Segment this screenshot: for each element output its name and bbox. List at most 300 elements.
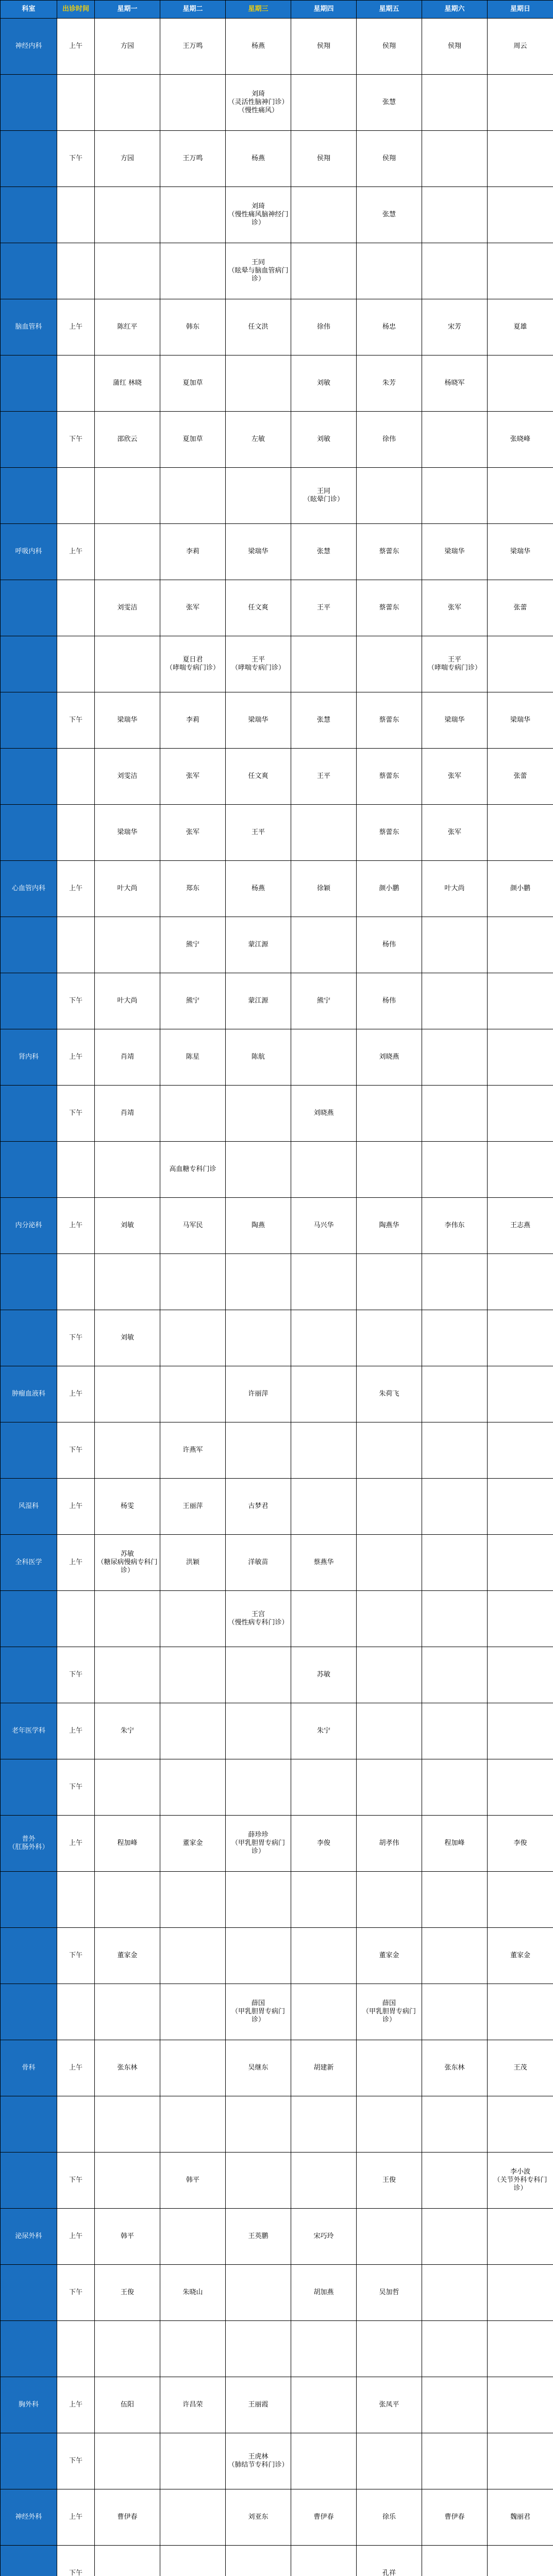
doctor-cell: 苏敏 （糖尿病慢病专科门诊） [95,1535,160,1591]
doctor-cell [422,973,488,1029]
schedule-body [1,19,553,2576]
schedule-row [1,2321,553,2377]
doctor-cell: 董家金 [357,1928,422,1984]
doctor-cell: 侯翔 [291,19,357,75]
doctor-cell: 陶燕 [226,1198,291,1254]
doctor-cell: 王英鹏 [226,2209,291,2265]
dept-cell: 风湿科 [1,1479,57,1535]
doctor-cell: 蔡蕾东 [357,749,422,805]
doctor-cell [357,243,422,299]
doctor-cell: 朱荷飞 [357,1366,422,1422]
doctor-cell [226,1759,291,1816]
doctor-cell [291,805,357,861]
period-cell: 下午 [57,973,95,1029]
doctor-cell [95,1759,160,1816]
header-day: 星期日 [488,1,553,19]
doctor-cell [226,2096,291,2153]
doctor-cell [160,1647,226,1703]
doctor-cell [160,1872,226,1928]
period-cell [57,75,95,131]
doctor-cell: 马军民 [160,1198,226,1254]
doctor-cell [160,2096,226,2153]
doctor-cell: 许燕军 [160,1422,226,1479]
schedule-row [1,1310,553,1366]
doctor-cell [291,2321,357,2377]
schedule-row [1,2096,553,2153]
period-cell [57,580,95,636]
doctor-cell: 侯翔 [357,131,422,187]
doctor-cell: 韩平 [160,2153,226,2209]
doctor-cell: 吴加哲 [357,2265,422,2321]
period-cell [57,1984,95,2040]
doctor-cell: 宋芳 [422,299,488,355]
period-cell [57,636,95,692]
doctor-cell [422,1759,488,1816]
doctor-cell: 魏丽君 [488,2489,553,2546]
doctor-cell: 熊宁 [160,917,226,973]
doctor-cell [422,1591,488,1647]
doctor-cell [291,1366,357,1422]
doctor-cell [488,2096,553,2153]
doctor-cell: 王平 [291,749,357,805]
doctor-cell: 蒙江源 [226,917,291,973]
doctor-cell [226,1872,291,1928]
dept-cell [1,75,57,131]
doctor-cell: 梁瑞华 [95,805,160,861]
doctor-cell: 董家金 [488,1928,553,1984]
dept-cell: 神经内科 [1,19,57,75]
doctor-cell [95,75,160,131]
doctor-cell [357,1591,422,1647]
period-cell [57,1872,95,1928]
schedule-row [1,1086,553,1142]
doctor-cell: 方园 [95,19,160,75]
schedule-row [1,2546,553,2576]
period-cell: 下午 [57,2546,95,2576]
doctor-cell [160,1591,226,1647]
doctor-cell: 梁瑞华 [95,692,160,749]
dept-cell: 脑血管科 [1,299,57,355]
doctor-cell [95,2546,160,2576]
schedule-row [1,2040,553,2096]
doctor-cell [160,2040,226,2096]
doctor-cell: 侯翔 [291,131,357,187]
schedule-row [1,1479,553,1535]
period-cell: 上午 [57,861,95,917]
doctor-cell: 王茂 [488,2040,553,2096]
doctor-cell [422,1310,488,1366]
schedule-row [1,1142,553,1198]
doctor-cell: 李莉 [160,524,226,580]
doctor-cell [422,2153,488,2209]
header-day: 星期二 [160,1,226,19]
doctor-cell [95,1872,160,1928]
dept-cell [1,1591,57,1647]
doctor-cell: 梁瑞华 [488,524,553,580]
dept-cell: 胸外科 [1,2377,57,2433]
doctor-cell [488,1479,553,1535]
header-day: 星期三 [226,1,291,19]
doctor-cell: 刘敏 [95,1198,160,1254]
schedule-row [1,2489,553,2546]
doctor-cell: 程加峰 [95,1816,160,1872]
doctor-cell [357,2321,422,2377]
period-cell: 下午 [57,2153,95,2209]
doctor-cell [357,1254,422,1310]
period-cell [57,2096,95,2153]
doctor-cell [357,1535,422,1591]
doctor-cell [357,1422,422,1479]
doctor-cell: 邵欣云 [95,412,160,468]
schedule-row [1,692,553,749]
doctor-cell [95,187,160,243]
doctor-cell [422,75,488,131]
dept-cell [1,1872,57,1928]
header-row [1,1,553,19]
schedule-row [1,973,553,1029]
doctor-cell: 蒲红 林晓 [95,355,160,412]
period-cell [57,749,95,805]
doctor-cell: 徐乐 [357,2489,422,2546]
doctor-cell [488,2265,553,2321]
doctor-cell [422,1086,488,1142]
period-cell: 上午 [57,2209,95,2265]
schedule-row [1,1366,553,1422]
doctor-cell: 梁瑞华 [422,692,488,749]
period-cell [57,917,95,973]
doctor-cell [422,1254,488,1310]
doctor-cell: 侯翔 [422,19,488,75]
doctor-cell [488,2433,553,2489]
doctor-cell [291,1142,357,1198]
schedule-row [1,1254,553,1310]
doctor-cell [160,1086,226,1142]
schedule-row [1,1198,553,1254]
doctor-cell: 刘晓燕 [291,1086,357,1142]
dept-cell [1,2433,57,2489]
doctor-cell: 徐伟 [357,412,422,468]
doctor-cell: 刘亚东 [226,2489,291,2546]
doctor-cell [95,917,160,973]
doctor-cell: 张军 [160,580,226,636]
doctor-cell [488,636,553,692]
doctor-cell: 韩东 [160,299,226,355]
doctor-cell [422,1984,488,2040]
schedule-row [1,917,553,973]
doctor-cell: 刘敏 [95,1310,160,1366]
doctor-cell: 刘晓燕 [357,1029,422,1086]
dept-cell: 老年医学科 [1,1703,57,1759]
dept-cell [1,2265,57,2321]
dept-cell [1,187,57,243]
doctor-cell: 张军 [422,580,488,636]
doctor-cell [488,1535,553,1591]
doctor-cell [95,1984,160,2040]
dept-cell [1,749,57,805]
doctor-cell [160,243,226,299]
period-cell [57,1254,95,1310]
doctor-cell: 刘琦 （慢性痛风脑神经门诊） [226,187,291,243]
doctor-cell [291,243,357,299]
doctor-cell: 杨忠 [357,299,422,355]
doctor-cell [160,1984,226,2040]
doctor-cell [422,243,488,299]
doctor-cell: 许丽萍 [226,1366,291,1422]
schedule-row [1,1647,553,1703]
doctor-cell: 张蕾 [488,749,553,805]
doctor-cell [488,1591,553,1647]
doctor-cell [160,2209,226,2265]
schedule-row [1,1591,553,1647]
doctor-cell: 张东林 [422,2040,488,2096]
doctor-cell [422,1647,488,1703]
period-cell [57,187,95,243]
doctor-cell: 蔡燕华 [291,1535,357,1591]
doctor-cell [226,1310,291,1366]
doctor-cell [95,2433,160,2489]
doctor-cell [160,1928,226,1984]
doctor-cell: 朱芳 [357,355,422,412]
schedule-row [1,524,553,580]
doctor-cell: 张慧 [357,187,422,243]
doctor-cell [226,1703,291,1759]
schedule-row [1,19,553,75]
doctor-cell: 张凤平 [357,2377,422,2433]
doctor-cell [357,1086,422,1142]
doctor-cell: 王万鸣 [160,131,226,187]
dept-cell [1,2153,57,2209]
doctor-cell: 肖靖 [95,1086,160,1142]
dept-cell [1,1310,57,1366]
doctor-cell [422,1029,488,1086]
doctor-cell [488,1872,553,1928]
doctor-cell [357,1142,422,1198]
doctor-cell [488,1703,553,1759]
doctor-cell: 董家金 [160,1816,226,1872]
schedule-row [1,1984,553,2040]
schedule-row [1,2265,553,2321]
doctor-cell [160,2321,226,2377]
doctor-cell [488,1254,553,1310]
dept-cell [1,580,57,636]
dept-cell [1,1759,57,1816]
schedule-row [1,749,553,805]
doctor-cell: 张慧 [291,692,357,749]
doctor-cell: 陶燕华 [357,1198,422,1254]
schedule-row [1,131,553,187]
doctor-cell: 胡建新 [291,2040,357,2096]
schedule-row [1,355,553,412]
dept-cell: 泌尿外科 [1,2209,57,2265]
doctor-cell: 杨雯 [95,1479,160,1535]
doctor-cell [422,1928,488,1984]
doctor-cell [422,131,488,187]
doctor-cell [291,1591,357,1647]
doctor-cell [160,1759,226,1816]
schedule-row [1,1759,553,1816]
doctor-cell [488,131,553,187]
period-cell: 上午 [57,1535,95,1591]
dept-cell [1,973,57,1029]
doctor-cell: 王平 [291,580,357,636]
schedule-row [1,1928,553,1984]
doctor-cell: 陈航 [226,1029,291,1086]
doctor-cell: 蔡蕾东 [357,524,422,580]
doctor-cell [422,1479,488,1535]
period-cell: 下午 [57,2265,95,2321]
doctor-cell [357,2040,422,2096]
doctor-cell: 王万鸣 [160,19,226,75]
doctor-cell: 蔡蕾东 [357,580,422,636]
doctor-cell: 梁瑞华 [226,692,291,749]
doctor-cell [488,2377,553,2433]
doctor-cell [291,1984,357,2040]
doctor-cell: 张蕾 [488,580,553,636]
doctor-cell [160,468,226,524]
schedule-row [1,299,553,355]
period-cell: 下午 [57,1928,95,1984]
doctor-cell: 左敏 [226,412,291,468]
doctor-cell [291,1872,357,1928]
schedule-row [1,468,553,524]
period-cell: 下午 [57,412,95,468]
doctor-cell [488,468,553,524]
doctor-cell: 张军 [422,805,488,861]
schedule-row [1,1422,553,1479]
doctor-cell: 方园 [95,131,160,187]
doctor-cell [291,1254,357,1310]
schedule-row [1,75,553,131]
doctor-cell [357,1310,422,1366]
doctor-cell [95,1422,160,1479]
dept-cell: 普外 （肛肠外科） [1,1816,57,1872]
doctor-cell [291,1479,357,1535]
period-cell: 下午 [57,1086,95,1142]
doctor-cell: 程加峰 [422,1816,488,1872]
doctor-cell [291,2096,357,2153]
doctor-cell: 叶大尚 [422,861,488,917]
doctor-cell [357,2433,422,2489]
dept-cell [1,2096,57,2153]
header-day: 星期六 [422,1,488,19]
doctor-cell: 梁瑞华 [226,524,291,580]
period-cell: 下午 [57,1422,95,1479]
doctor-cell: 李伟东 [422,1198,488,1254]
doctor-cell [422,1366,488,1422]
doctor-cell: 薛国 （甲乳胆胃专病门诊） [226,1984,291,2040]
doctor-cell: 张慧 [291,524,357,580]
doctor-cell [488,1086,553,1142]
doctor-cell: 杨燕 [226,131,291,187]
doctor-cell [422,1142,488,1198]
period-cell: 上午 [57,1816,95,1872]
period-cell: 上午 [57,2377,95,2433]
doctor-cell: 李俊 [488,1816,553,1872]
doctor-cell [160,2489,226,2546]
doctor-cell [422,1422,488,1479]
doctor-cell [95,1254,160,1310]
doctor-cell: 朱晓山 [160,2265,226,2321]
doctor-cell: 薛国 （甲乳胆胃专病门诊） [357,1984,422,2040]
doctor-cell: 刘雯洁 [95,749,160,805]
doctor-cell [160,1366,226,1422]
doctor-cell [291,2377,357,2433]
doctor-cell [226,2265,291,2321]
dept-cell [1,1984,57,2040]
period-cell: 上午 [57,1366,95,1422]
doctor-cell: 王志燕 [488,1198,553,1254]
doctor-cell [357,468,422,524]
doctor-cell: 伍阳 [95,2377,160,2433]
doctor-cell: 张东林 [95,2040,160,2096]
doctor-cell: 许昌荣 [160,2377,226,2433]
doctor-cell: 杨燕 [226,19,291,75]
doctor-cell: 高血糖专科门诊 [160,1142,226,1198]
doctor-cell [488,2321,553,2377]
header-dept: 科室 [1,1,57,19]
doctor-cell: 李俊 [291,1816,357,1872]
doctor-cell: 梁瑞华 [488,692,553,749]
doctor-cell [226,1254,291,1310]
doctor-cell [422,1872,488,1928]
dept-cell [1,468,57,524]
doctor-cell [488,75,553,131]
doctor-cell [488,1984,553,2040]
doctor-cell [488,2546,553,2576]
doctor-cell: 孔祥 [357,2546,422,2576]
doctor-cell [357,2096,422,2153]
doctor-cell: 薛珍珍 （甲乳胆胃专病门诊） [226,1816,291,1872]
header-day: 星期五 [357,1,422,19]
header-time: 出诊时间 [57,1,95,19]
doctor-cell: 徐伟 [291,299,357,355]
dept-cell [1,636,57,692]
doctor-cell [226,468,291,524]
doctor-cell: 蒙江源 [226,973,291,1029]
period-cell: 上午 [57,1703,95,1759]
doctor-cell: 马兴华 [291,1198,357,1254]
period-cell: 上午 [57,2040,95,2096]
doctor-cell [422,1535,488,1591]
doctor-cell [422,1703,488,1759]
doctor-cell: 熊宁 [291,973,357,1029]
doctor-cell: 肖靖 [95,1029,160,1086]
doctor-cell [291,1422,357,1479]
period-cell: 下午 [57,131,95,187]
doctor-cell [226,2546,291,2576]
dept-cell [1,2546,57,2576]
schedule-row [1,1816,553,1872]
dept-cell [1,1254,57,1310]
doctor-cell: 韩平 [95,2209,160,2265]
doctor-cell [95,2321,160,2377]
doctor-cell: 徐颖 [291,861,357,917]
doctor-cell [226,1142,291,1198]
doctor-cell: 刘敏 [291,355,357,412]
doctor-cell: 陈星 [160,1029,226,1086]
doctor-cell: 王同 （眩晕门诊） [291,468,357,524]
doctor-cell: 洋敏苗 [226,1535,291,1591]
schedule-row [1,636,553,692]
doctor-cell: 王平 [226,805,291,861]
period-cell [57,243,95,299]
doctor-cell: 夏雄 [488,299,553,355]
doctor-cell [160,187,226,243]
doctor-cell [488,973,553,1029]
doctor-cell: 吴继东 [226,2040,291,2096]
doctor-cell [95,636,160,692]
period-cell [57,468,95,524]
